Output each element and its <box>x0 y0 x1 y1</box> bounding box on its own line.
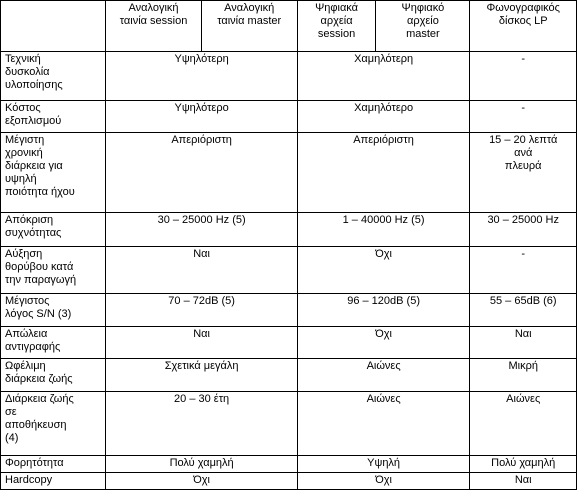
analog-value: Ναι <box>106 327 297 359</box>
analog-value: Σχετικά μεγάλη <box>106 359 297 392</box>
analog-value: Όχι <box>106 473 297 490</box>
row-label: Ωφέλιμη διάρκεια ζωής <box>1 359 106 392</box>
digital-value: Χαμηλότερο <box>297 101 470 133</box>
digital-value: Όχι <box>297 247 470 294</box>
row-label: Κόστος εξοπλισμού <box>1 101 106 133</box>
analog-value: Υψηλότερο <box>106 101 297 133</box>
digital-value: Αιώνες <box>297 392 470 456</box>
lp-value: Ναι <box>470 473 577 490</box>
row-label: Αύξηση θορύβου κατά την παραγωγή <box>1 247 106 294</box>
row-label: Απόκριση συχνότητας <box>1 213 106 247</box>
table-row <box>1 294 577 327</box>
table-row <box>1 359 577 392</box>
analog-value: 20 – 30 έτη <box>106 392 297 456</box>
header-digital-master: Ψηφιακό αρχείο master <box>376 1 470 52</box>
table-row <box>1 456 577 473</box>
digital-value: Όχι <box>297 473 470 490</box>
lp-value: Ναι <box>470 327 577 359</box>
header-analog-master: Αναλογική ταινία master <box>201 1 297 52</box>
lp-value: Μικρή <box>470 359 577 392</box>
digital-value: 96 – 120dB (5) <box>297 294 470 327</box>
row-label: Μέγιστη χρονική διάρκεια για υψηλή ποιότητα ήχου <box>1 133 106 213</box>
table-row <box>1 392 577 456</box>
table-row <box>1 213 577 247</box>
analog-value: Υψηλότερη <box>106 52 297 101</box>
lp-value: Αιώνες <box>470 392 577 456</box>
analog-value: Ναι <box>106 247 297 294</box>
analog-value: Απεριόριστη <box>106 133 297 213</box>
lp-value: - <box>470 52 577 101</box>
lp-value: 30 – 25000 Hz <box>470 213 577 247</box>
header-blank-cell <box>1 1 106 52</box>
lp-value: - <box>470 247 577 294</box>
digital-value: 1 – 40000 Hz (5) <box>297 213 470 247</box>
table-row <box>1 101 577 133</box>
row-label: Απώλεια αντιγραφής <box>1 327 106 359</box>
digital-value: Απεριόριστη <box>297 133 470 213</box>
digital-value: Χαμηλότερη <box>297 52 470 101</box>
lp-value: 15 – 20 λεπτά ανά πλευρά <box>470 133 577 213</box>
row-label: Μέγιστος λόγος S/N (3) <box>1 294 106 327</box>
header-analog-session: Αναλογική ταινία session <box>106 1 201 52</box>
row-label: Διάρκεια ζωής σε αποθήκευση (4) <box>1 392 106 456</box>
row-label: Τεχνική δυσκολία υλοποίησης <box>1 52 106 101</box>
table-row <box>1 327 577 359</box>
table-row <box>1 52 577 101</box>
row-label: Φορητότητα <box>1 456 106 473</box>
digital-value: Υψηλή <box>297 456 470 473</box>
analog-value: Πολύ χαμηλή <box>106 456 297 473</box>
table-row <box>1 473 577 490</box>
header-digital-session: Ψηφιακά αρχεία session <box>297 1 376 52</box>
lp-value: - <box>470 101 577 133</box>
analog-value: 30 – 25000 Hz (5) <box>106 213 297 247</box>
digital-value: Όχι <box>297 327 470 359</box>
header-row <box>1 1 577 52</box>
lp-value: Πολύ χαμηλή <box>470 456 577 473</box>
lp-value: 55 – 65dB (6) <box>470 294 577 327</box>
table-row <box>1 133 577 213</box>
digital-value: Αιώνες <box>297 359 470 392</box>
analog-value: 70 – 72dB (5) <box>106 294 297 327</box>
table-row <box>1 247 577 294</box>
header-lp: Φωνογραφικός δίσκος LP <box>470 1 577 52</box>
row-label: Hardcopy <box>1 473 106 490</box>
